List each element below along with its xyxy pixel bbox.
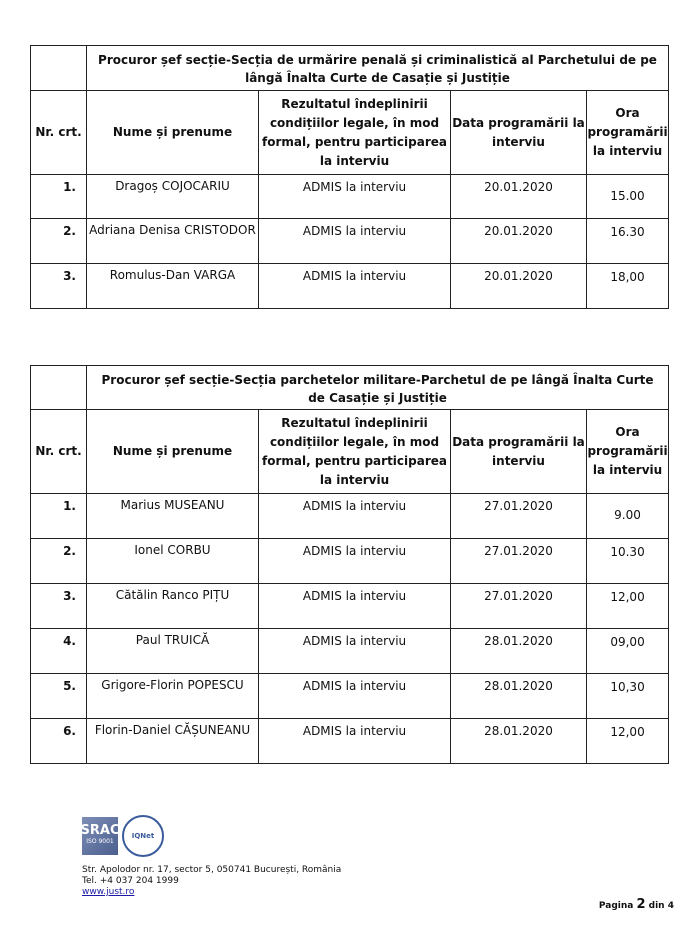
admission-table-1 [30, 45, 669, 309]
row-result: ADMIS la interviu [259, 264, 451, 309]
srac-logo [82, 817, 118, 855]
row-time: 10.30 [587, 539, 669, 584]
empty-corner-cell [31, 366, 87, 410]
header-nr: Nr. crt. [31, 91, 87, 175]
header-name: Nume și prenume [87, 410, 259, 494]
row-date: 28.01.2020 [451, 629, 587, 674]
page-current: 2 [636, 897, 646, 912]
row-date: 20.01.2020 [451, 264, 587, 309]
row-name: Cătălin Ranco PIȚU [87, 584, 259, 629]
row-name: Paul TRUICĂ [87, 629, 259, 674]
table-row [31, 175, 669, 219]
footer-address: Str. Apolodor nr. 17, sector 5, 050741 București, România [82, 865, 342, 875]
row-result: ADMIS la interviu [259, 719, 451, 764]
page-number [599, 897, 674, 912]
iqnet-logo [122, 815, 164, 857]
row-nr: 3. [31, 584, 87, 629]
footer-phone: Tel. +4 037 204 1999 [82, 876, 179, 886]
row-nr: 1. [31, 175, 87, 219]
row-time: 12,00 [587, 584, 669, 629]
row-nr: 2. [31, 539, 87, 584]
row-time: 09,00 [587, 629, 669, 674]
header-nr: Nr. crt. [31, 410, 87, 494]
row-name: Florin-Daniel CĂȘUNEANU [87, 719, 259, 764]
row-nr: 6. [31, 719, 87, 764]
row-date: 28.01.2020 [451, 674, 587, 719]
table-row [31, 674, 669, 719]
header-result: Rezultatul îndeplinirii condițiilor legale, în mod formal, pentru participarea la interviu [259, 410, 451, 494]
table-row [31, 219, 669, 264]
table-row [31, 539, 669, 584]
row-time: 9.00 [587, 494, 669, 539]
row-name: Marius MUSEANU [87, 494, 259, 539]
table-row [31, 584, 669, 629]
header-time: Ora programării la interviu [587, 91, 669, 175]
row-time: 12,00 [587, 719, 669, 764]
row-name: Ionel CORBU [87, 539, 259, 584]
empty-corner-cell [31, 46, 87, 91]
table-row [31, 264, 669, 309]
row-time: 18,00 [587, 264, 669, 309]
row-date: 28.01.2020 [451, 719, 587, 764]
row-date: 20.01.2020 [451, 175, 587, 219]
header-time: Ora programării la interviu [587, 410, 669, 494]
row-name: Dragoș COJOCARIU [87, 175, 259, 219]
header-result: Rezultatul îndeplinirii condițiilor legale, în mod formal, pentru participarea la interviu [259, 91, 451, 175]
row-name: Romulus-Dan VARGA [87, 264, 259, 309]
row-date: 27.01.2020 [451, 539, 587, 584]
certification-logos [82, 815, 341, 857]
row-result: ADMIS la interviu [259, 629, 451, 674]
header-date: Data programării la interviu [451, 410, 587, 494]
row-nr: 5. [31, 674, 87, 719]
row-nr: 1. [31, 494, 87, 539]
row-time: 15.00 [587, 175, 669, 219]
page-footer [82, 815, 341, 898]
row-date: 27.01.2020 [451, 494, 587, 539]
iqnet-logo-text: IQNet [131, 832, 155, 840]
row-nr: 2. [31, 219, 87, 264]
srac-logo-text: SRAC [80, 823, 120, 838]
row-name: Grigore-Florin POPESCU [87, 674, 259, 719]
row-time: 10,30 [587, 674, 669, 719]
row-date: 27.01.2020 [451, 584, 587, 629]
row-result: ADMIS la interviu [259, 494, 451, 539]
row-result: ADMIS la interviu [259, 674, 451, 719]
row-result: ADMIS la interviu [259, 539, 451, 584]
website-link[interactable]: www.just.ro [82, 887, 135, 897]
row-time: 16.30 [587, 219, 669, 264]
row-name: Adriana Denisa CRISTODOR [87, 219, 259, 264]
header-date: Data programării la interviu [451, 91, 587, 175]
row-result: ADMIS la interviu [259, 219, 451, 264]
page-suffix: din 4 [648, 901, 674, 911]
row-date: 20.01.2020 [451, 219, 587, 264]
table-title: Procuror șef secție-Secția de urmărire penală și criminalistică al Parchetului de pe lângă Înalta Curte de Casație și Justiție [87, 46, 669, 91]
table-row [31, 494, 669, 539]
row-nr: 4. [31, 629, 87, 674]
page-prefix: Pagina [598, 901, 634, 911]
iso-logo-text: ISO 9001 [86, 838, 114, 845]
row-result: ADMIS la interviu [259, 584, 451, 629]
row-result: ADMIS la interviu [259, 175, 451, 219]
table-row [31, 629, 669, 674]
table-title: Procuror șef secție-Secția parchetelor militare-Parchetul de pe lângă Înalta Curte de Casație și Justiție [87, 366, 669, 410]
header-name: Nume și prenume [87, 91, 259, 175]
row-nr: 3. [31, 264, 87, 309]
table-row [31, 719, 669, 764]
admission-table-2 [30, 365, 669, 764]
